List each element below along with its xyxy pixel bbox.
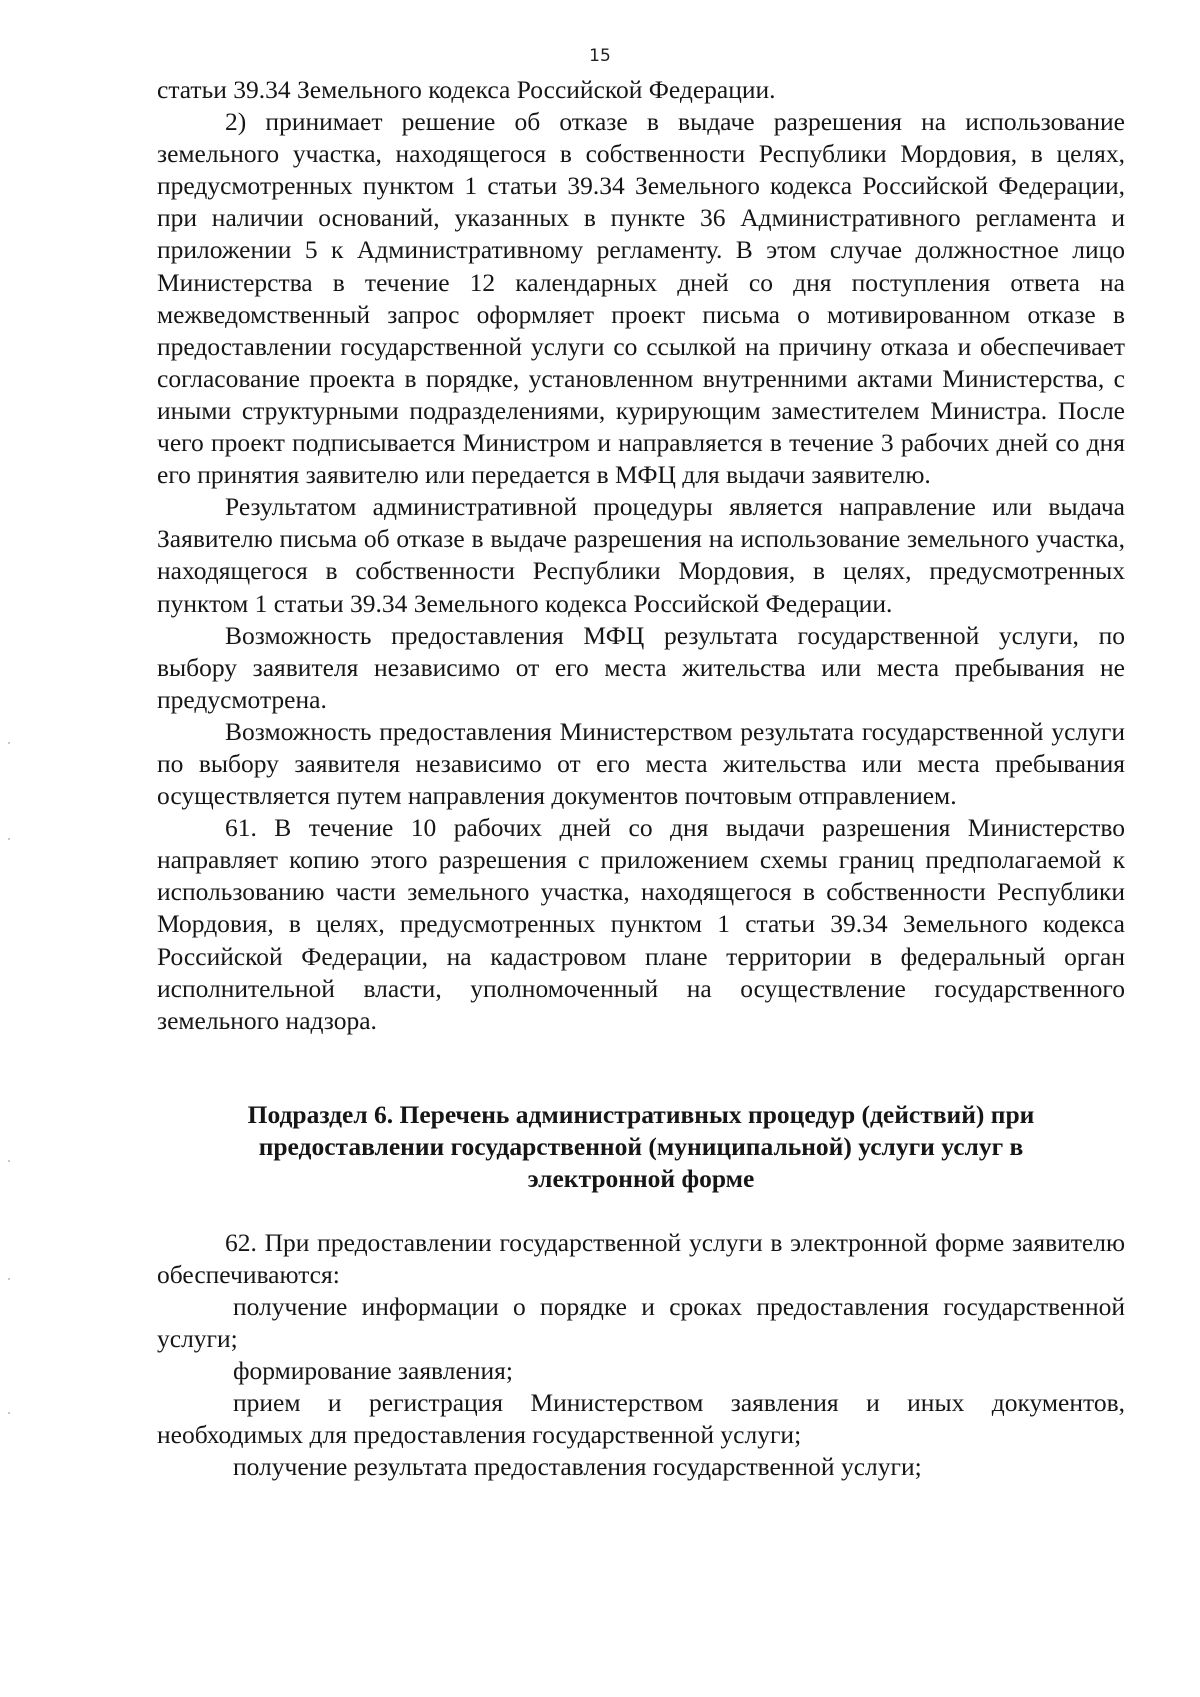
paragraph-intro-end: статьи 39.34 Земельного кодекса Российской Федерации. xyxy=(157,75,776,104)
paragraph-ministry-possibility: Возможность предоставления Министерством результата государственной услуги по выбору заявителя независимо от его места жительства или места пребывания осуществляется путем направления документов почтовым отправлением. xyxy=(157,716,1125,811)
section-spacer xyxy=(157,1037,1125,1099)
document-body xyxy=(157,74,1125,1484)
section-heading: Подраздел 6. Перечень административных процедур (действий) при предоставлении государственной (муниципальной) услуги услуг в электронной форме xyxy=(247,1099,1035,1193)
list-item-application-forming: формирование заявления; xyxy=(233,1356,513,1386)
list-item-registration: прием и регистрация Министерством заявления и иных документов, необходимых для предоставления государственной услуги; xyxy=(157,1388,1125,1450)
paragraph-item-2-refusal: 2) принимает решение об отказе в выдаче разрешения на использование земельного участка, находящегося в собственности Республики Мордовия, в целях, предусмотренных пунктом 1 статьи 39.34 Земельного кодекса Российской Федерации, при наличии оснований, указанных в пункте 36 Административного регламента и приложении 5 к Административному регламенту. В этом случае должностное лицо Министерства в течение 12 календарных дней со дня поступления ответа на межведомственный запрос оформляет проект письма о мотивированном отказе в предоставлении государственной услуги со ссылкой на причину отказа и обеспечивает согласование проекта в порядке, установленном внутренними актами Министерства, с иными структурными подразделениями, курирующим заместителем Министра. После чего проект подписывается Министром и направляется в течение 3 рабочих дней со дня его принятия заявителю или передается в МФЦ для выдачи заявителю. xyxy=(157,107,1125,490)
heading-spacer xyxy=(157,1195,1125,1227)
paragraph-mfc-possibility: Возможность предоставления МФЦ результата государственной услуги, по выбору заявителя независимо от его места жительства или места пребывания не предусмотрена. xyxy=(157,620,1125,714)
list-item-information: получение информации о порядке и сроках предоставления государственной услуги; xyxy=(157,1292,1125,1354)
paragraph-procedure-result: Результатом административной процедуры является направление или выдача Заявителю письма об отказе в выдаче разрешения на использование земельного участка, находящегося в собственности Республики Мордовия, в целях, предусмотренных пунктом 1 статьи 39.34 Земельного кодекса Российской Федерации. xyxy=(157,492,1125,618)
paragraph-61: 61. В течение 10 рабочих дней со дня выдачи разрешения Министерство направляет копию этого разрешения с приложением схемы границ предполагаемой к использованию части земельного участка, находящегося в собственности Республики Мордовия, в целях, предусмотренных пунктом 1 статьи 39.34 Земельного кодекса Российской Федерации, на кадастровом плане территории в федеральный орган исполнительной власти, уполномоченный на осуществление государственного земельного надзора. xyxy=(157,813,1125,1035)
page-number: 15 xyxy=(589,46,611,66)
list-item-result-receipt: получение результата предоставления государственной услуги; xyxy=(233,1452,922,1482)
paragraph-62: 62. При предоставлении государственной услуги в электронной форме заявителю обеспечиваются: xyxy=(157,1227,1125,1289)
